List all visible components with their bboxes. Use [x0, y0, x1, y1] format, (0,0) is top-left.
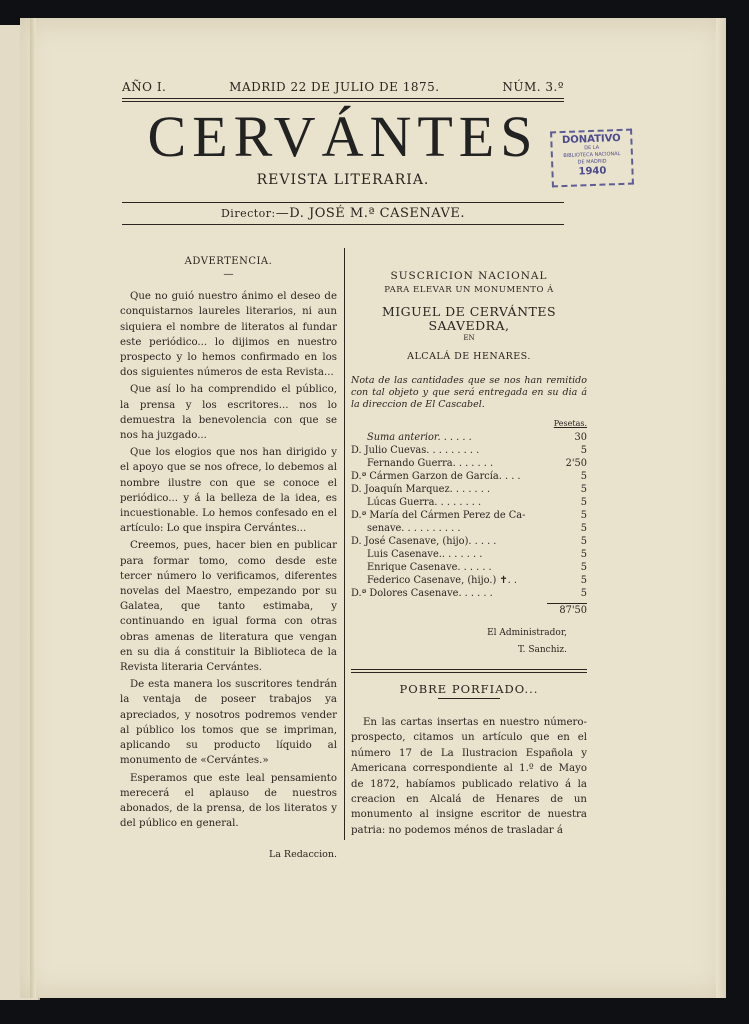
masthead — [122, 80, 564, 225]
issue-date: MADRID 22 DE JULIO DE 1875. — [229, 80, 440, 94]
honoree-name: MIGUEL DE CERVÁNTES SAAVEDRA, — [381, 304, 557, 333]
issue-number: NÚM. 3.º — [502, 80, 564, 94]
advertencia-column — [120, 254, 337, 863]
donor-name: D. José Casenave, (hijo). . . . . — [351, 535, 497, 547]
newspaper-subtitle: REVISTA LITERARIA. — [256, 172, 430, 188]
stamp-line: 1940 — [578, 165, 607, 178]
donor-amount: 5 — [580, 561, 587, 573]
donor-name: Fernando Guerra. . . . . . . — [367, 457, 494, 469]
donor-row — [351, 535, 587, 548]
double-rule — [351, 669, 587, 673]
paragraph: Que los elogios que nos han dirigido y el apoyo que se nos ofrece, lo debemos al nombre ilustre con que se conoce el periódico... y á la belleza de la idea, es incuestionable. Lo hemos confesado en el artículo: Lo que inspira Cervántes... — [120, 447, 337, 535]
donor-row — [351, 431, 587, 444]
library-stamp — [550, 129, 634, 188]
donor-amount: 5 — [580, 444, 587, 456]
donor-row — [351, 574, 587, 587]
donor-row — [351, 548, 587, 561]
dateline — [122, 80, 564, 94]
donor-name: Enrique Casenave. . . . . . — [367, 561, 492, 573]
admin-name: T. Sanchiz. — [517, 644, 567, 655]
donor-row — [351, 470, 587, 483]
donor-name: senave. . . . . . . . . . — [367, 522, 461, 534]
location: ALCALÁ DE HENARES. — [407, 350, 531, 362]
total-amount: 87'50 — [559, 604, 587, 616]
donor-amount: 5 — [580, 587, 587, 599]
location-prep: EN — [463, 334, 475, 342]
article-title: POBRE PORFIADO... — [399, 681, 539, 696]
donor-amount: 5 — [580, 548, 587, 560]
donor-amount: 30 — [574, 431, 587, 443]
director-line — [122, 206, 564, 221]
donor-amount: 2'50 — [565, 457, 587, 469]
donor-amount: 5 — [580, 574, 587, 586]
stamp-line: DONATIVO — [561, 132, 621, 147]
stamp-line: BIBLIOTECA NACIONAL — [563, 151, 621, 159]
donor-row — [351, 509, 587, 522]
donor-amount: 5 — [580, 535, 587, 547]
donor-amount: 5 — [580, 509, 587, 521]
admin-label: El Administrador, — [487, 627, 567, 638]
rule — [122, 202, 564, 203]
donor-amount: 5 — [580, 470, 587, 482]
advertencia-heading: ADVERTENCIA. — [184, 256, 273, 267]
donor-row — [351, 496, 587, 509]
donor-name: D.ª Cármen Garzon de García. . . . — [351, 470, 521, 482]
stamp-line: DE MADRID — [577, 158, 607, 166]
paragraph: Esperamos que este leal pensamiento merecerá el aplauso de nuestros abonados, de la prensa, de los literatos y del público en general. — [120, 772, 337, 830]
rule — [122, 224, 564, 225]
stamp-line: DE LA — [584, 144, 600, 152]
page-edge — [716, 18, 726, 998]
suscricion-heading: SUSCRICION NACIONAL — [390, 270, 548, 282]
donor-name: D.ª Dolores Casenave. . . . . . — [351, 587, 493, 599]
donor-name: D.ª María del Cármen Perez de Ca- — [351, 509, 526, 521]
heading-dash: — — [223, 269, 234, 281]
donor-row — [351, 457, 587, 470]
article-text: En las cartas insertas en nuestro número-prospecto, citamos un artículo que en el número 17 de La Ilustracion Española y Americana correspondiente al 1.º de Mayo de 1872, habíamos publicado relativo á la creacion en Alcalá de Henares de un monumento al insigne escritor de nuestra patria: no podemos ménos de trasladar á — [351, 717, 587, 836]
donor-name: D. Joaquín Marquez. . . . . . . — [351, 483, 491, 495]
paragraph: Que no guió nuestro ánimo el deseo de conquistarnos laureles literarios, ni aun siquiera el nombre de literatos al fundar este periódico... lo dijimos en nuestro prospecto y lo hemos confirmado en los dos siguientes números de esta Revista... — [120, 291, 337, 379]
suscricion-subheading: PARA ELEVAR UN MONUMENTO Á — [384, 284, 554, 295]
newspaper-title: CERVÁNTES — [147, 104, 539, 169]
director-label: Director: — [220, 207, 276, 220]
donor-amount: 5 — [580, 522, 587, 534]
donor-amount: 5 — [580, 496, 587, 508]
donor-row — [351, 444, 587, 457]
issue-year: AÑO I. — [122, 80, 167, 94]
donor-row — [351, 561, 587, 574]
director-name: —D. JOSÉ M.ª CASENAVE. — [275, 206, 465, 221]
double-rule — [122, 98, 564, 102]
donor-list — [351, 431, 587, 600]
paragraph: Creemos, pues, hacer bien en publicar para formar tomo, como desde este tercer número lo verificamos, diferentes novelas del Maestro, empezando por su Galatea, que tanto estimaba, y continuando en igual forma con otras obras amenas de literatura que vengan en su dia á constituir la Biblioteca de la Revista literaria Cervántes. — [120, 540, 337, 674]
currency-header: Pesetas. — [553, 419, 587, 428]
signature: La Redaccion. — [268, 849, 337, 861]
donor-row — [351, 483, 587, 496]
title-underline — [438, 698, 500, 699]
donor-name: Luis Casenave.. . . . . . . — [367, 548, 483, 560]
donor-row — [351, 522, 587, 535]
note: Nota de las cantidades que se nos han remitido con tal objeto y que será entregada en su dia á la direccion de El Cascabel. — [351, 375, 587, 410]
paragraph: De esta manera los suscritores tendrán la ventaja de poseer trabajos ya apreciados, y nosotros podremos vender al público los tomos que se impriman, aplicando su producto líquido al monumento de «Cervántes.» — [120, 679, 337, 767]
donor-name: Suma anterior. . . . . . — [367, 431, 472, 443]
donor-row — [351, 587, 587, 600]
column-divider — [344, 248, 345, 840]
suscricion-column — [351, 270, 587, 838]
donor-name: D. Julio Cuevas. . . . . . . . . — [351, 444, 480, 456]
paragraph: Que así lo ha comprendido el público, la prensa y los escritores... nos lo demuestra la benevolencia con que se nos ha juzgado... — [120, 384, 337, 442]
page-fold — [30, 18, 36, 998]
donor-name: Federico Casenave, (hijo.) ✝. . — [367, 574, 517, 586]
donor-amount: 5 — [580, 483, 587, 495]
donor-name: Lúcas Guerra. . . . . . . . — [367, 496, 482, 508]
